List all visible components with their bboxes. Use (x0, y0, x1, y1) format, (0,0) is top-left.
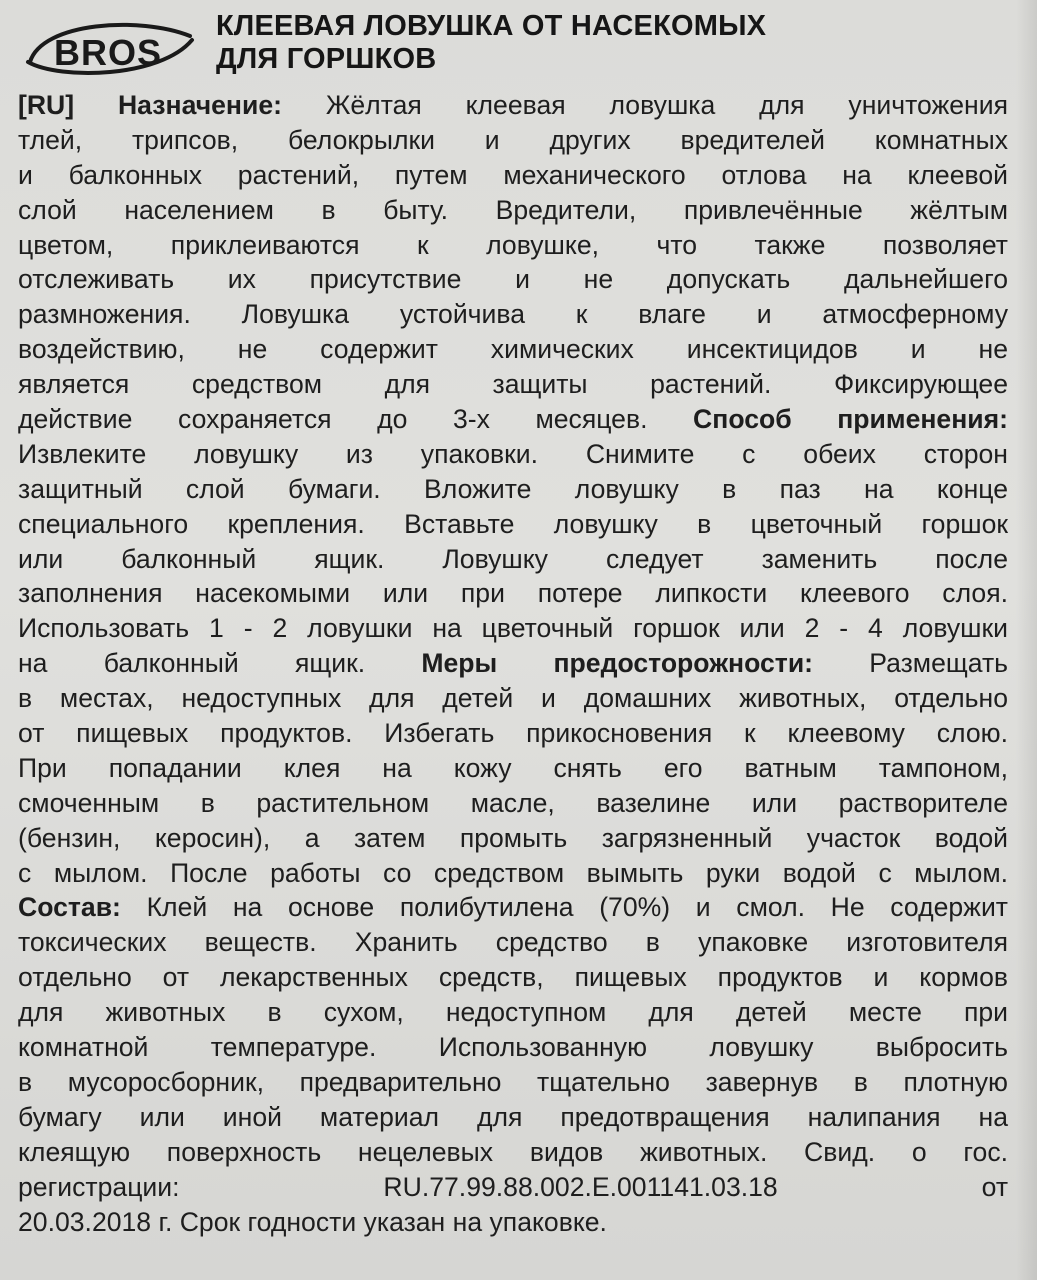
text-segment: Клей на основе полибутилена (70%) и смол. Не содержит (120, 892, 1008, 923)
text-segment: комнатной температуре. Использованную ловушку выбросить (18, 1032, 1008, 1063)
text-segment: размножения. Ловушка устойчива к влаге и атмосферному (18, 299, 1008, 330)
text-line (18, 925, 1008, 960)
bros-logo (20, 18, 200, 80)
text-line (18, 193, 1008, 228)
text-line (18, 646, 1008, 681)
text-line (18, 262, 1008, 297)
text-segment: отслеживать их присутствие и не допускать дальнейшего (18, 264, 1008, 295)
text-segment: клеящую поверхность нецелевых видов животных. Свид. о гос. (18, 1136, 1008, 1167)
text-segment: смоченным в растительном масле, вазелине или растворителе (18, 787, 1008, 818)
text-segment: защитный слой бумаги. Вложите ловушку в паз на конце (18, 473, 1008, 504)
text-line (18, 1065, 1008, 1100)
text-line (18, 751, 1008, 786)
text-segment: Жёлтая клеевая ловушка для уничтожения (281, 90, 1008, 120)
text-segment: для животных в сухом, недоступном для детей месте при (18, 997, 1008, 1028)
section-heading: Состав: (18, 892, 121, 923)
text-line (18, 1030, 1008, 1065)
text-line (18, 297, 1008, 332)
section-heading: Меры предосторожности: (421, 648, 814, 679)
text-line (18, 158, 1008, 193)
text-segment: тлей, трипсов, белокрылки и других вредителей комнатных (18, 124, 1008, 155)
text-segment: 20.03.2018 г. Срок годности указан на упаковке. (18, 1206, 607, 1237)
text-segment: от пищевых продуктов. Избегать прикосновения к клеевому слою. (18, 718, 1008, 749)
text-line (18, 960, 1008, 995)
product-title-line-1: КЛЕЕВАЯ ЛОВУШКА ОТ НАСЕКОМЫХ (216, 10, 767, 42)
product-title-line-2: ДЛЯ ГОРШКОВ (216, 43, 437, 75)
text-segment: токсических веществ. Хранить средство в упаковке изготовителя (18, 927, 1008, 958)
text-line (18, 611, 1008, 646)
text-segment: является средством для защиты растений. Фиксирующее (18, 369, 1008, 400)
text-line (18, 332, 1008, 367)
text-line (18, 437, 1008, 472)
text-segment: в мусоросборник, предварительно тщательно завернув в плотную (18, 1066, 1008, 1097)
logo-text: BROS (53, 32, 163, 73)
section-heading: Способ применения: (693, 404, 1008, 435)
text-line (18, 367, 1008, 402)
text-line (18, 576, 1008, 611)
text-segment: действие сохраняется до 3-х месяцев. (18, 404, 694, 435)
text-segment: специального крепления. Вставьте ловушку в цветочный горшок (18, 508, 1008, 539)
text-segment: регистрации: RU.77.99.88.002.Е.001141.03.18 от (18, 1171, 1008, 1202)
text-line (18, 786, 1008, 821)
text-line (18, 1205, 1008, 1240)
text-line (18, 542, 1008, 577)
text-segment: на балконный ящик. (18, 648, 422, 679)
label-edge-shadow (1016, 0, 1037, 1280)
text-line (18, 228, 1008, 263)
text-segment: Использовать 1 - 2 ловушки на цветочный горшок или 2 - 4 ловушки (18, 613, 1008, 644)
text-line (18, 88, 1008, 123)
text-line (18, 890, 1008, 925)
text-line (18, 716, 1008, 751)
text-line (18, 123, 1008, 158)
text-segment: или балконный ящик. Ловушку следует заменить после (18, 543, 1008, 574)
text-segment: (бензин, керосин), а затем промыть загрязненный участок водой (18, 822, 1008, 853)
section-heading: [RU] Назначение: (18, 90, 282, 120)
text-segment: заполнения насекомыми или при потере липкости клеевого слоя. (18, 578, 1008, 609)
product-title (216, 10, 1016, 76)
text-segment: При попадании клея на кожу снять его ватным тампоном, (18, 752, 1008, 783)
text-segment: отдельно от лекарственных средств, пищевых продуктов и кормов (18, 962, 1008, 993)
text-line (18, 995, 1008, 1030)
text-segment: цветом, приклеиваются к ловушке, что также позволяет (18, 229, 1008, 260)
text-line (18, 1135, 1008, 1170)
instructions-text (18, 88, 1008, 1239)
text-segment: бумагу или иной материал для предотвращения налипания на (18, 1101, 1008, 1132)
text-line (18, 402, 1008, 437)
text-segment: с мылом. После работы со средством вымыть руки водой с мылом. (18, 857, 1008, 888)
text-line (18, 1100, 1008, 1135)
text-line (18, 856, 1008, 891)
text-line (18, 507, 1008, 542)
text-segment: Извлеките ловушку из упаковки. Снимите с обеих сторон (18, 438, 1008, 469)
text-line (18, 472, 1008, 507)
text-segment: и балконных растений, путем механического отлова на клеевой (18, 159, 1008, 190)
text-segment: в местах, недоступных для детей и домашних животных, отдельно (18, 683, 1008, 714)
text-line (18, 681, 1008, 716)
text-segment: Размещать (813, 648, 1009, 679)
text-line (18, 821, 1008, 856)
text-segment: воздействию, не содержит химических инсектицидов и не (18, 334, 1008, 365)
text-segment: слой населением в быту. Вредители, привлечённые жёлтым (18, 194, 1008, 225)
text-line (18, 1170, 1008, 1205)
